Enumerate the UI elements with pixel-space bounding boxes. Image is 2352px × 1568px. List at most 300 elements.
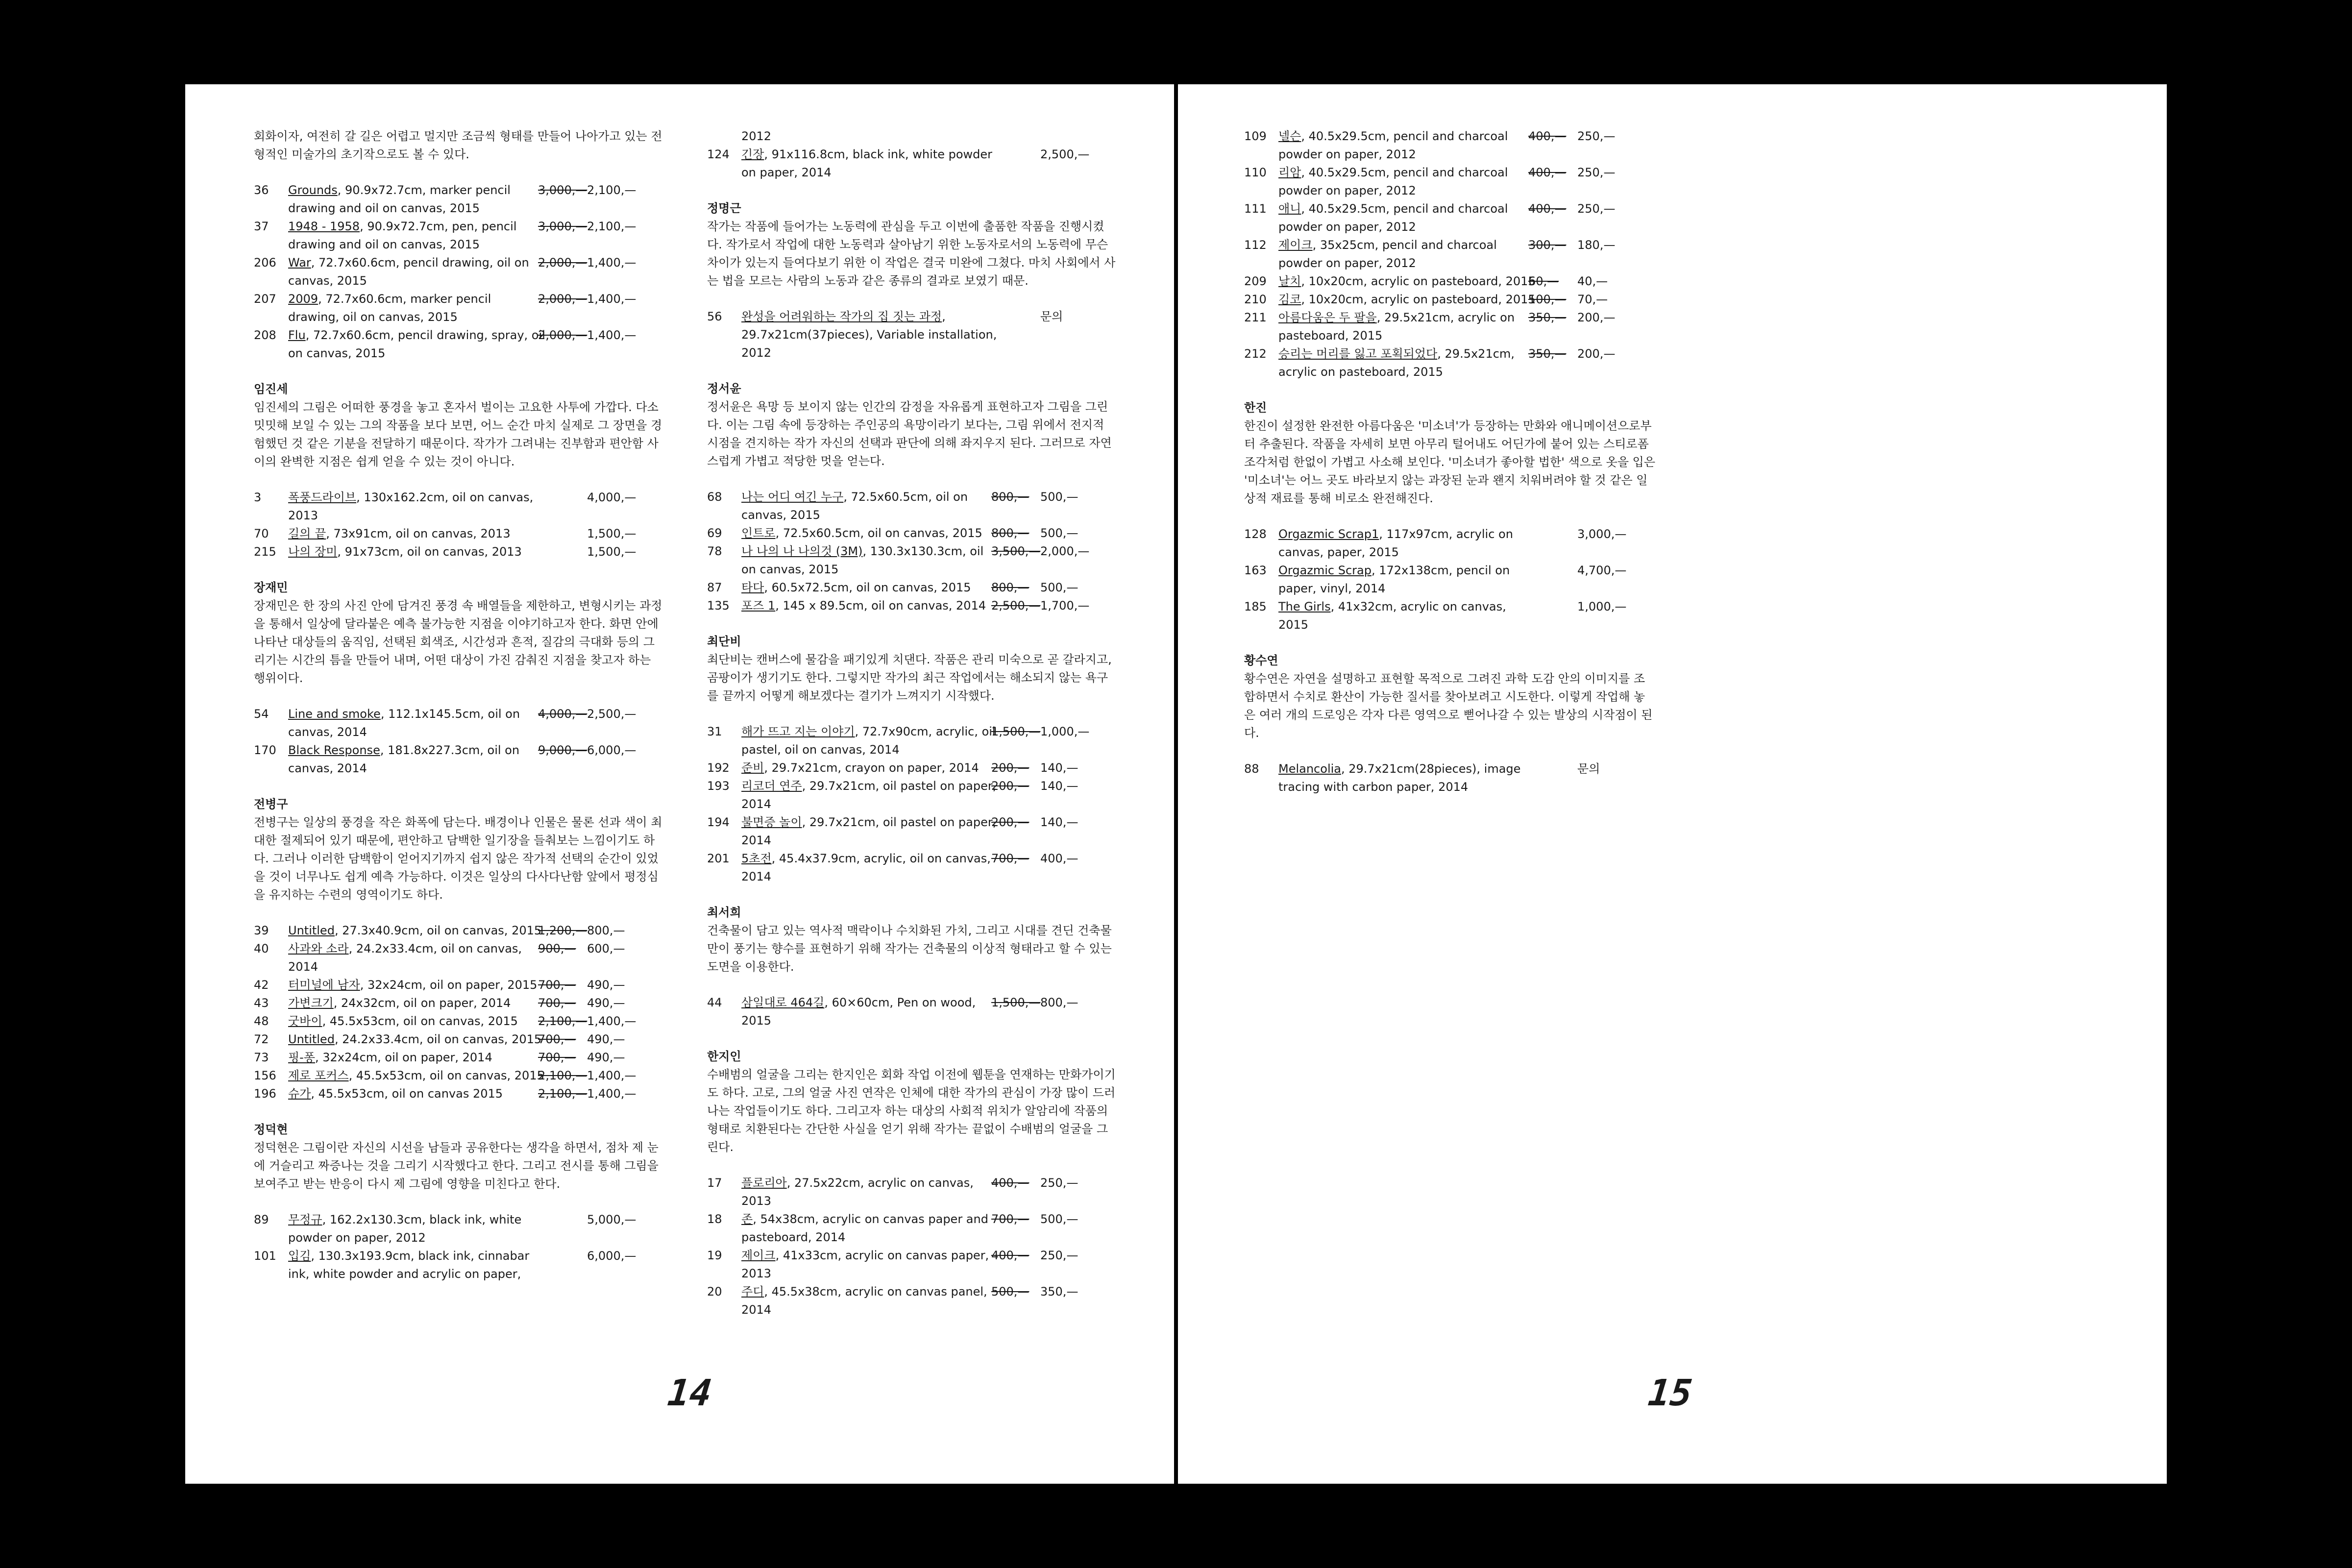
artwork-details: , 40.5x29.5cm, pencil and charcoal powder on paper, 2012 [1278, 166, 1508, 197]
artwork-entry [1244, 236, 1656, 272]
artwork-details: , 45.5x53cm, oil on canvas 2015 [311, 1087, 503, 1101]
artwork-entry [1244, 272, 1656, 291]
sale-price: 200,— [1577, 347, 1616, 361]
artwork-number: 72 [254, 1032, 269, 1046]
original-price: 700,— [538, 1032, 576, 1046]
original-price: 800,— [991, 581, 1029, 594]
artwork-entry [254, 1049, 665, 1067]
artwork-title: 인트로 [741, 526, 776, 540]
artist-name: 황수연 [1244, 654, 1278, 667]
artwork-details: , 29.7x21cm, crayon on paper, 2014 [764, 761, 979, 775]
artwork-number: 36 [254, 183, 269, 197]
artwork-title: Untitled [288, 924, 335, 937]
original-price: 400,— [991, 1176, 1029, 1190]
artwork-number: 111 [1244, 202, 1267, 216]
sale-price: 490,— [587, 1051, 625, 1064]
original-price: 700,— [538, 1051, 576, 1064]
sale-price: 2,000,— [1040, 544, 1090, 558]
artist-description: 임진세의 그림은 어떠한 풍경을 놓고 혼자서 벌이는 고요한 사투에 가깝다. 다소 밋밋해 보일 수 있는 그의 작품을 보다 보면, 어느 순간 마치 실제로 그 장면을 경험했던 것 같은 기분을 전달하기 때문이다. 작가가 그려내는 진부함과 편안함 사이의 완벽한 지점은 쉽게 얻을 수 있는 것이 아니다. [254, 400, 662, 468]
artwork-entry [707, 1174, 1119, 1210]
artwork-details: , 45.5x53cm, oil on canvas, 2015 [348, 1069, 544, 1082]
artwork-details: , 72.7x60.6cm, pencil drawing, spray, oil on canvas, 2015 [288, 328, 545, 360]
original-price: 1,500,— [991, 996, 1041, 1009]
artwork-title: 긴장 [741, 147, 764, 161]
artwork-entry [707, 579, 1119, 597]
original-price: 2,100,— [538, 1014, 588, 1028]
original-price: 900,— [538, 942, 576, 956]
sale-price: 1,000,— [1040, 725, 1090, 738]
artwork-number: 135 [707, 599, 730, 612]
sale-price: 1,400,— [587, 1069, 637, 1082]
artwork-number: 193 [707, 779, 730, 793]
artwork-title: 터미널에 남자 [288, 978, 360, 992]
artwork-number: 73 [254, 1051, 269, 1064]
original-price: 400,— [1528, 129, 1567, 143]
original-price: 3,500,— [991, 544, 1041, 558]
sale-price: 800,— [1040, 996, 1078, 1009]
artwork-title: 제이크 [1278, 238, 1313, 252]
sale-price: 250,— [1577, 202, 1616, 216]
artwork-entry [707, 308, 1119, 362]
artwork-details: , 40.5x29.5cm, pencil and charcoal powder on paper, 2012 [1278, 202, 1508, 234]
original-price: 2,100,— [538, 1087, 588, 1101]
artwork-details: , 24.2x33.4cm, oil on canvas, 2015 [334, 1032, 542, 1046]
sale-price: 140,— [1040, 779, 1078, 793]
artwork-title: 핑-퐁 [288, 1051, 316, 1064]
artwork-number: 112 [1244, 238, 1267, 252]
sale-price: 500,— [1040, 581, 1078, 594]
artwork-details: , 91x116.8cm, black ink, white powder on paper, 2014 [741, 147, 993, 179]
artwork-details: , 112.1x145.5cm, oil on canvas, 2014 [288, 707, 520, 739]
artwork-list [707, 488, 1119, 615]
artwork-title: 1948 - 1958 [288, 220, 360, 233]
sale-price: 1,000,— [1577, 600, 1627, 613]
artwork-details: 2012 [741, 129, 772, 143]
sale-price: 2,500,— [587, 707, 637, 721]
sale-price: 250,— [1040, 1249, 1078, 1262]
artwork-number: 42 [254, 978, 269, 992]
original-price: 500,— [991, 1285, 1029, 1298]
artwork-title: 넬슨 [1278, 129, 1301, 143]
artwork-number: 18 [707, 1212, 722, 1226]
artwork-entry [1244, 127, 1656, 164]
sale-price: 1,400,— [587, 1087, 637, 1101]
sale-price: 1,400,— [587, 256, 637, 270]
artwork-list [254, 922, 665, 1103]
artwork-list [254, 181, 665, 363]
original-price: 4,000,— [538, 707, 588, 721]
artwork-details: , 45.5x38cm, acrylic on canvas panel, 2014 [741, 1285, 987, 1317]
artwork-entry [254, 218, 665, 254]
artwork-list [707, 994, 1119, 1030]
sale-price: 6,000,— [587, 1249, 637, 1263]
artist-description: 작가는 작품에 들어가는 노동력에 관심을 두고 이번에 출품한 작품을 진행시켰다. 작가로서 작업에 대한 노동력과 살아남기 위한 노동자로서의 노동력에 무슨 차이가 있는지 들여다보기 위한 이 작업은 결국 미완에 그쳤다. 마치 사회에서 사는 법을 모르는 사람의 노동과 같은 종류의 결과로 보였기 때문. [707, 220, 1116, 288]
artwork-title: 나는 어디 여긴 누구 [741, 490, 844, 504]
artist-name: 한진 [1244, 401, 1267, 415]
artwork-entry [1244, 598, 1656, 634]
artwork-details: , 41x33cm, acrylic on canvas paper, 2013 [741, 1249, 989, 1280]
artwork-details: , 145 x 89.5cm, oil on canvas, 2014 [775, 599, 986, 612]
artwork-title: 5초전 [741, 852, 772, 865]
artwork-title: 입김 [288, 1249, 311, 1263]
sale-price: 3,000,— [1577, 527, 1627, 541]
artwork-list [254, 705, 665, 778]
original-price: 2,000,— [538, 328, 588, 342]
artwork-list [1244, 525, 1656, 634]
artwork-entry [1244, 345, 1656, 381]
artwork-details: , 73x91cm, oil on canvas, 2013 [326, 527, 511, 540]
artist-name: 전병구 [254, 797, 288, 811]
artwork-title: 무정규 [288, 1213, 322, 1226]
artwork-list [707, 1174, 1119, 1319]
artwork-number: 124 [707, 147, 730, 161]
artwork-title: Orgazmic Scrap [1278, 564, 1372, 577]
artwork-entry [254, 1030, 665, 1049]
artwork-details: , 72.5x60.5cm, oil on canvas, 2015 [775, 526, 982, 540]
artwork-details: , 10x20cm, acrylic on pasteboard, 2015 [1301, 293, 1536, 306]
artwork-entry [1244, 291, 1656, 309]
artwork-list [1244, 760, 1656, 796]
artwork-entry [707, 777, 1119, 813]
artist-description: 장재민은 한 장의 사진 안에 담겨진 풍경 속 배열들을 제한하고, 변형시키는 과정을 통해서 일상에 달라붙은 예측 불가능한 지점을 이야기하고자 한다. 화면 안에 나타난 대상들의 움직임, 선택된 회색조, 시간성과 흔적, 질감의 극대화 등의 그리기는 시간의 틈을 만들어 내며, 어떤 대상이 가진 감춰진 지점을 찾고자 하는 행위이다. [254, 599, 662, 685]
artwork-details: , 32x24cm, oil on paper, 2015 [360, 978, 538, 992]
artwork-details: , 24.2x33.4cm, oil on canvas, 2014 [288, 942, 522, 974]
artwork-number: 210 [1244, 293, 1267, 306]
sale-price: 490,— [587, 1032, 625, 1046]
artwork-list [707, 308, 1119, 362]
column-left-2 [707, 127, 1119, 1337]
artwork-title: 길의 끝 [288, 527, 326, 540]
sale-price: 400,— [1040, 852, 1078, 865]
artwork-title: 폭풍드라이브 [288, 490, 357, 504]
artwork-details: , 27.3x40.9cm, oil on canvas, 2015 [334, 924, 542, 937]
artwork-details: , 27.5x22cm, acrylic on canvas, 2013 [741, 1176, 974, 1208]
artwork-details: , 45.4x37.9cm, acrylic, oil on canvas, 2014 [741, 852, 991, 883]
sale-price: 2,100,— [587, 220, 637, 233]
artwork-entry [707, 1283, 1119, 1319]
artist-description: 수배범의 얼굴을 그리는 한지인은 회화 작업 이전에 웹툰을 연재하는 만화가이기도 하다. 고로, 그의 얼굴 사진 연작은 인체에 대한 작가의 관심이 가장 많이 드러나는 작업들이기도 하다. 그리고자 하는 대상의 사회적 위치가 알암리에 작품의 형태로 치환된다는 간단한 사실을 얻기 위해 작가는 끝없이 수배범의 얼굴을 그린다. [707, 1068, 1116, 1154]
artwork-title: 불면증 놀이 [741, 815, 802, 829]
artwork-number: 3 [254, 490, 262, 504]
artist-description: 회화이자, 여전히 갈 길은 어렵고 멀지만 조금씩 형태를 만들어 나아가고 있는 전형적인 미술가의 초기작으로도 볼 수 있다. [254, 129, 662, 161]
sale-price: 문의 [1040, 310, 1063, 323]
artwork-number: 37 [254, 220, 269, 233]
artwork-details: , 162.2x130.3cm, black ink, white powder on paper, 2012 [288, 1213, 522, 1245]
artwork-entry [254, 489, 665, 525]
artwork-entry [1244, 200, 1656, 236]
artwork-entry [707, 127, 1119, 146]
artwork-details: , 29.7x21cm, oil pastel on paper, 2014 [741, 815, 997, 847]
artist-description: 정서윤은 욕망 등 보이지 않는 인간의 감정을 자유롭게 표현하고자 그림을 그린다. 이는 그림 속에 등장하는 주인공의 욕망이라기 보다는, 그림 위에서 전지적 시점을 견지하는 작가 자신의 선택과 판단에 의해 좌지우지 된다. 그러므로 자연스럽게 가볍고 적당한 멋을 얻는다. [707, 400, 1112, 468]
artist-name: 최서희 [707, 906, 741, 919]
column-left-1 [254, 127, 665, 1301]
artist-name: 정명근 [707, 201, 741, 215]
artwork-entry [254, 994, 665, 1012]
artwork-title: 제로 포커스 [288, 1069, 349, 1082]
artwork-title: 사과와 소라 [288, 942, 349, 956]
artwork-entry [707, 542, 1119, 579]
artwork-title: 애니 [1278, 202, 1301, 216]
artwork-entry [254, 1211, 665, 1247]
artwork-entry [707, 1247, 1119, 1283]
original-price: 400,— [1528, 202, 1567, 216]
sale-price: 문의 [1577, 762, 1600, 776]
artwork-title: The Girls [1278, 600, 1331, 613]
artwork-entry [1244, 525, 1656, 562]
original-price: 1,200,— [538, 924, 588, 937]
artwork-entry [254, 1067, 665, 1085]
sale-price: 180,— [1577, 238, 1616, 252]
artwork-title: Line and smoke [288, 707, 381, 721]
artwork-number: 128 [1244, 527, 1267, 541]
artwork-number: 101 [254, 1249, 276, 1263]
artwork-number: 185 [1244, 600, 1267, 613]
artwork-number: 156 [254, 1069, 276, 1082]
artwork-list [1244, 127, 1656, 381]
sale-price: 500,— [1040, 490, 1078, 504]
sale-price: 250,— [1040, 1176, 1078, 1190]
sale-price: 2,100,— [587, 183, 637, 197]
page-number: 15 [1646, 1372, 1694, 1414]
artwork-details: , 29.7x21cm(37pieces), Variable installation, 2012 [741, 310, 997, 360]
original-price: 2,100,— [538, 1069, 588, 1082]
sale-price: 1,400,— [587, 1014, 637, 1028]
artwork-number: 39 [254, 924, 269, 937]
artwork-entry [707, 1210, 1119, 1247]
artwork-details: , 91x73cm, oil on canvas, 2013 [337, 545, 522, 559]
artwork-details: , 117x97cm, acrylic on canvas, paper, 2015 [1278, 527, 1513, 559]
artwork-details: , 130.3x130.3cm, oil on canvas, 2015 [741, 544, 984, 576]
artwork-entry [254, 940, 665, 976]
artwork-details: , 60×60cm, Pen on wood, 2015 [741, 996, 976, 1028]
original-price: 300,— [1528, 238, 1567, 252]
artwork-details: , 72.5x60.5cm, oil on canvas, 2015 [741, 490, 968, 522]
artwork-title: 리코더 연주 [741, 779, 802, 793]
artwork-title: 날치 [1278, 274, 1301, 288]
sale-price: 2,500,— [1040, 147, 1090, 161]
artwork-number: 68 [707, 490, 722, 504]
artwork-details: , 72.7x90cm, acrylic, oil pastel, oil on canvas, 2014 [741, 725, 996, 757]
original-price: 2,000,— [538, 292, 588, 306]
sale-price: 140,— [1040, 761, 1078, 775]
artwork-entry [254, 1085, 665, 1103]
artwork-entry [254, 1012, 665, 1030]
artwork-title: 플로리아 [741, 1176, 787, 1190]
original-price: 100,— [1528, 293, 1567, 306]
original-price: 200,— [991, 815, 1029, 829]
artwork-entry [707, 994, 1119, 1030]
artwork-details: , 10x20cm, acrylic on pasteboard, 2015 [1301, 274, 1536, 288]
artwork-number: 201 [707, 852, 730, 865]
artwork-number: 78 [707, 544, 722, 558]
artwork-title: 아름다움은 두 팔을 [1278, 311, 1377, 324]
sale-price: 800,— [587, 924, 625, 937]
artwork-title: 완성을 어려워하는 작가의 집 짓는 과정 [741, 310, 942, 323]
sale-price: 490,— [587, 996, 625, 1010]
original-price: 800,— [991, 490, 1029, 504]
artwork-details: , 130.3x193.9cm, black ink, cinnabar ink, white powder and acrylic on paper, [288, 1249, 530, 1281]
original-price: 3,000,— [538, 183, 588, 197]
artwork-number: 207 [254, 292, 276, 306]
artwork-title: 해가 뜨고 지는 이야기 [741, 725, 855, 738]
artwork-details: , 90.9x72.7cm, marker pencil drawing and oil on canvas, 2015 [288, 183, 511, 215]
artwork-entry [254, 1247, 665, 1283]
artwork-entry [254, 525, 665, 543]
artwork-number: 212 [1244, 347, 1267, 361]
original-price: 350,— [1528, 347, 1567, 361]
original-price: 400,— [1528, 166, 1567, 179]
artist-description: 최단비는 캔버스에 물감을 패기있게 치댄다. 작품은 관리 미숙으로 곧 갈라지고, 곰팡이가 생기기도 한다. 그렇지만 작가의 최근 작업에서는 해소되지 않는 욕구를 끝까지 어떻게 해보겠다는 결기가 느껴지기 시작했다. [707, 653, 1112, 703]
sale-price: 250,— [1577, 166, 1616, 179]
artwork-number: 48 [254, 1014, 269, 1028]
artwork-number: 215 [254, 545, 276, 559]
artwork-title: 굿바이 [288, 1014, 322, 1028]
artwork-title: Melancolia [1278, 762, 1341, 776]
sale-price: 70,— [1577, 293, 1608, 306]
original-price: 60,— [1528, 274, 1559, 288]
artwork-number: 70 [254, 527, 269, 540]
artwork-entry [1244, 562, 1656, 598]
artwork-details: , 172x138cm, pencil on paper, vinyl, 2014 [1278, 564, 1510, 595]
artwork-list [707, 723, 1119, 886]
artwork-number: 209 [1244, 274, 1267, 288]
artwork-entry [254, 741, 665, 778]
artwork-title: 나의 장미 [288, 545, 338, 559]
artwork-title: Black Response [288, 743, 380, 757]
artwork-details: , 24x32cm, oil on paper, 2014 [333, 996, 511, 1010]
catalog-page-right [1178, 84, 2167, 1484]
artwork-entry [1244, 164, 1656, 200]
artwork-details: , 181.8x227.3cm, oil on canvas, 2014 [288, 743, 520, 775]
original-price: 400,— [991, 1249, 1029, 1262]
artist-description: 정덕현은 그림이란 자신의 시선을 남들과 공유한다는 생각을 하면서, 점차 제 눈에 거슬리고 짜증나는 것을 그리기 시작했다고 한다. 그리고 전시를 통해 그림을 보여주고 받는 반응이 다시 제 그림에 영향을 미친다고 한다. [254, 1141, 659, 1191]
artwork-title: Grounds [288, 183, 338, 197]
sale-price: 4,700,— [1577, 564, 1627, 577]
artwork-title: 주디 [741, 1285, 764, 1298]
artwork-entry [707, 723, 1119, 759]
sale-price: 1,400,— [587, 292, 637, 306]
artwork-entry [707, 759, 1119, 777]
catalog-page-left [185, 84, 1174, 1484]
original-price: 3,000,— [538, 220, 588, 233]
artwork-entry [254, 254, 665, 290]
artwork-title: Flu [288, 328, 306, 342]
artwork-title: 2009 [288, 292, 318, 306]
artwork-number: 17 [707, 1176, 722, 1190]
artist-name: 임진세 [254, 382, 288, 396]
artwork-number: 54 [254, 707, 269, 721]
sale-price: 1,500,— [587, 545, 637, 559]
artwork-details: , 72.7x60.6cm, pencil drawing, oil on canvas, 2015 [288, 256, 529, 288]
artwork-number: 69 [707, 526, 722, 540]
artwork-entry [707, 488, 1119, 524]
artwork-details: , 29.5x21cm, acrylic on pasteboard, 2015 [1278, 311, 1515, 343]
artwork-entry [707, 813, 1119, 850]
sale-price: 140,— [1040, 815, 1078, 829]
original-price: 200,— [991, 761, 1029, 775]
artist-description: 황수연은 자연을 설명하고 표현할 목적으로 그려진 과학 도감 안의 이미지를 조합하면서 수치로 환산이 가능한 질서를 찾아보려고 시도한다. 이렇게 작업해 놓은 여러 개의 드로잉은 각자 다른 영역으로 뻗어나갈 수 있는 발상의 시작점이 된다. [1244, 672, 1653, 740]
sale-price: 490,— [587, 978, 625, 992]
artwork-entry [1244, 309, 1656, 345]
artist-name: 최단비 [707, 635, 741, 648]
sale-price: 200,— [1577, 311, 1616, 324]
original-price: 700,— [538, 978, 576, 992]
column-right-1 [1244, 127, 1656, 814]
artwork-title: 리암 [1278, 166, 1301, 179]
page-number: 14 [665, 1372, 714, 1414]
artwork-entry [254, 290, 665, 326]
sale-price: 1,700,— [1040, 599, 1090, 612]
sale-price: 600,— [587, 942, 625, 956]
artist-name: 정서윤 [707, 382, 741, 395]
artwork-number: 20 [707, 1285, 722, 1298]
artwork-details: , 29.7x21cm, oil pastel on paper, 2014 [741, 779, 997, 811]
original-price: 9,000,— [538, 743, 588, 757]
original-price: 350,— [1528, 311, 1567, 324]
artwork-title: 승리는 머리를 잃고 포획되었다 [1278, 347, 1438, 361]
artwork-title: 포즈 1 [741, 599, 776, 612]
original-price: 2,000,— [538, 256, 588, 270]
artwork-entry [707, 146, 1119, 182]
artwork-details: , 32x24cm, oil on paper, 2014 [315, 1051, 492, 1064]
artwork-details: , 41x32cm, acrylic on canvas, 2015 [1278, 600, 1506, 632]
sale-price: 350,— [1040, 1285, 1078, 1298]
artwork-number: 19 [707, 1249, 722, 1262]
artwork-number: 89 [254, 1213, 269, 1226]
artwork-number: 87 [707, 581, 722, 594]
artist-name: 한지인 [707, 1050, 741, 1063]
original-price: 700,— [991, 1212, 1029, 1226]
artwork-number: 40 [254, 942, 269, 956]
artwork-number: 163 [1244, 564, 1267, 577]
artwork-number: 109 [1244, 129, 1267, 143]
original-price: 700,— [538, 996, 576, 1010]
artwork-number: 110 [1244, 166, 1267, 179]
artwork-entry [1244, 760, 1656, 796]
artwork-list [254, 489, 665, 561]
original-price: 800,— [991, 526, 1029, 540]
sale-price: 250,— [1577, 129, 1616, 143]
artwork-entry [254, 543, 665, 561]
artwork-number: 192 [707, 761, 730, 775]
artwork-title: 가변크기 [288, 996, 334, 1010]
artwork-number: 88 [1244, 762, 1259, 776]
artwork-number: 206 [254, 256, 276, 270]
artwork-details: , 130x162.2cm, oil on canvas, 2013 [288, 490, 534, 522]
artwork-details: , 90.9x72.7cm, pen, pencil drawing and oil on canvas, 2015 [288, 220, 517, 251]
artwork-number: 194 [707, 815, 730, 829]
sale-price: 5,000,— [587, 1213, 637, 1226]
sale-price: 4,000,— [587, 490, 637, 504]
artwork-entry [254, 705, 665, 741]
artwork-number: 31 [707, 725, 722, 738]
artwork-entry [707, 850, 1119, 886]
artist-description: 한진이 설정한 완전한 아름다움은 '미소녀'가 등장하는 만화와 애니메이션으로부터 추출된다. 작품을 자세히 보면 아무리 털어내도 어딘가에 붙어 있는 스티로폼 조각처럼 한없이 가볍고 사소해 보인다. '미소녀가 좋아할 법한' 색으로 옷을 입은 '미소녀'는 어느 곳도 바라보지 않는 과장된 눈과 왠지 치워버려야 할 것 같은 일상적 재료를 통해 비로소 완전해진다. [1244, 419, 1655, 505]
artwork-number: 44 [707, 996, 722, 1009]
artist-name: 장재민 [254, 581, 288, 594]
artist-description: 건축물이 담고 있는 역사적 맥락이나 수치화된 가치, 그리고 시대를 견딘 건축물만이 풍기는 향수를 표현하기 위해 작가는 건축물의 이상적 형태라고 할 수 있는 도면을 이용한다. [707, 924, 1112, 974]
artwork-title: 타다 [741, 581, 764, 594]
artwork-title: 김코 [1278, 293, 1301, 306]
artwork-number: 170 [254, 743, 276, 757]
artwork-title: 준비 [741, 761, 764, 775]
artwork-entry [707, 597, 1119, 615]
artwork-list [707, 127, 1119, 182]
artist-name: 정덕현 [254, 1123, 288, 1136]
original-price: 1,500,— [991, 725, 1041, 738]
artwork-title: 슈가 [288, 1087, 311, 1101]
artwork-entry [254, 922, 665, 940]
